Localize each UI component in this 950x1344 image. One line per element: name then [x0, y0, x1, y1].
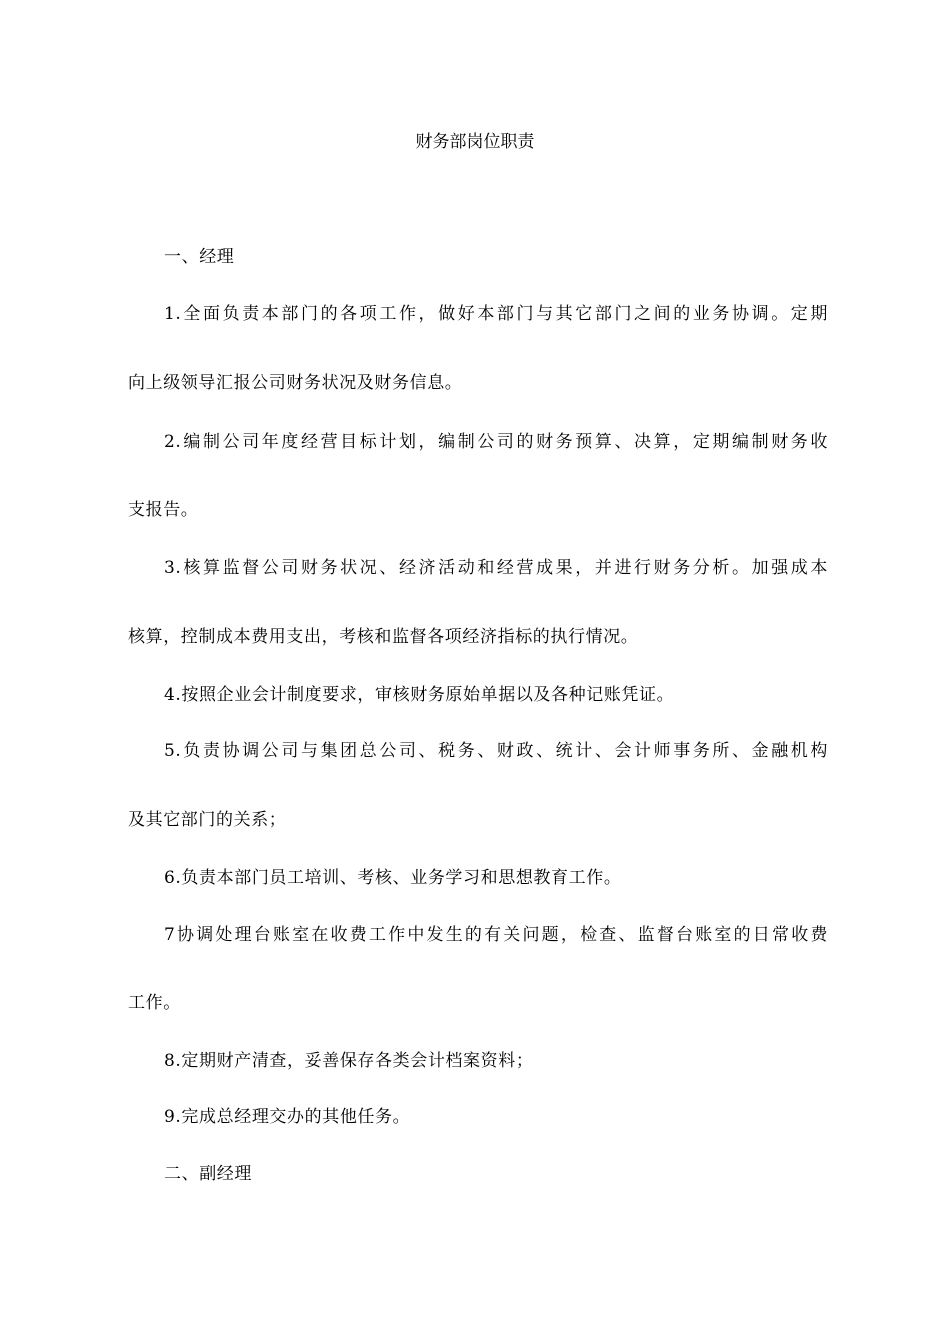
- duty-item-5-line-2: 及其它部门的关系；: [128, 810, 287, 830]
- duty-item-1-line-1: 1.全面负责本部门的各项工作，做好本部门与其它部门之间的业务协调。定期: [164, 304, 828, 324]
- duty-item-4: 4.按照企业会计制度要求，审核财务原始单据以及各种记账凭证。: [164, 685, 675, 705]
- duty-item-2-line-2: 支报告。: [128, 500, 199, 520]
- document-title: 财务部岗位职责: [415, 132, 535, 152]
- duty-item-2-line-1: 2.编制公司年度经营目标计划，编制公司的财务预算、决算，定期编制财务收: [164, 432, 828, 452]
- duty-item-5-line-1: 5.负责协调公司与集团总公司、税务、财政、统计、会计师事务所、金融机构: [164, 741, 828, 761]
- duty-item-9: 9.完成总经理交办的其他任务。: [164, 1107, 411, 1127]
- duty-item-6: 6.负责本部门员工培训、考核、业务学习和思想教育工作。: [164, 868, 622, 888]
- duty-item-3-line-2: 核算，控制成本费用支出，考核和监督各项经济指标的执行情况。: [128, 627, 639, 647]
- section-heading-manager: 一、经理: [164, 247, 235, 267]
- duty-item-1-line-2: 向上级领导汇报公司财务状况及财务信息。: [128, 373, 463, 393]
- section-heading-deputy-manager: 二、副经理: [164, 1164, 252, 1184]
- duty-item-7-line-2: 工作。: [128, 993, 181, 1013]
- duty-item-8: 8.定期财产清查，妥善保存各类会计档案资料；: [164, 1051, 534, 1071]
- duty-item-7-line-1: 7协调处理台账室在收费工作中发生的有关问题，检查、监督台账室的日常收费: [164, 925, 828, 945]
- duty-item-3-line-1: 3.核算监督公司财务状况、经济活动和经营成果，并进行财务分析。加强成本: [164, 558, 828, 578]
